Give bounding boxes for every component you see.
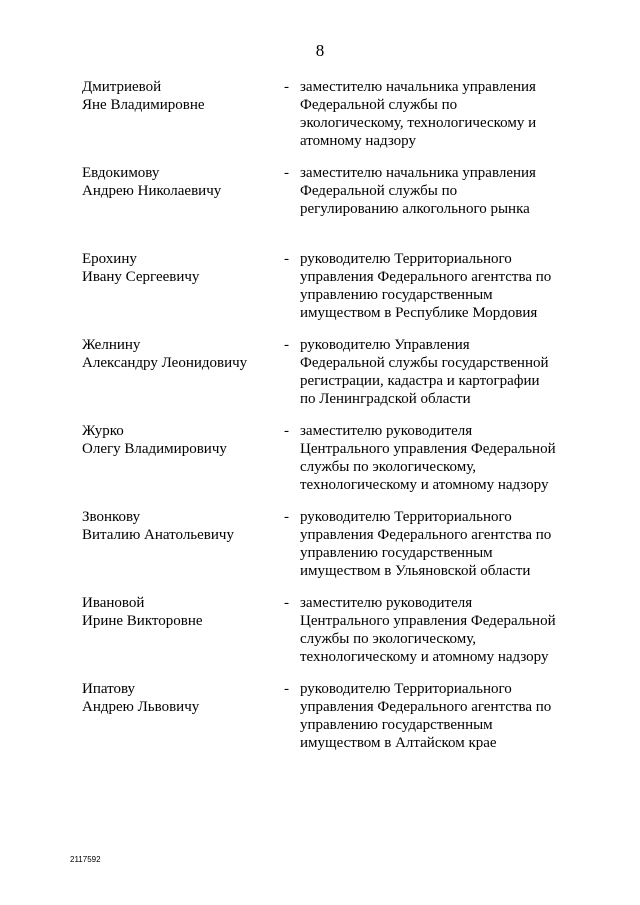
appointment-list: [0, 78, 640, 766]
description-line: экологическому, технологическому и: [300, 115, 537, 131]
description-line: управлению государственным: [300, 545, 493, 561]
given-names: Андрею Львовичу: [82, 699, 200, 715]
list-item: [0, 680, 640, 766]
dash-separator: -: [284, 251, 289, 267]
description-line: атомному надзору: [300, 133, 416, 149]
description-line: заместителю начальника управления: [300, 79, 536, 95]
given-names: Андрею Николаевичу: [82, 183, 222, 199]
description-line: по Ленинградской области: [300, 391, 471, 407]
list-item: [0, 164, 640, 250]
description-line: регулированию алкогольного рынка: [300, 201, 530, 217]
surname: Звонкову: [82, 509, 141, 525]
dash-separator: -: [284, 79, 289, 95]
position-description: [300, 250, 570, 322]
given-names: Яне Владимировне: [82, 97, 205, 113]
position-description: [300, 78, 570, 150]
position-description: [300, 594, 570, 666]
description-line: управлению государственным: [300, 287, 493, 303]
description-line: Центрального управления Федеральной: [300, 441, 556, 457]
dash-separator: -: [284, 595, 289, 611]
surname: Желнину: [82, 337, 141, 353]
description-line: службы по экологическому,: [300, 631, 476, 647]
description-line: технологическому и атомному надзору: [300, 477, 549, 493]
person-name: [82, 78, 272, 114]
person-name: [82, 680, 272, 716]
description-line: заместителю руководителя: [300, 595, 473, 611]
page-number: 8: [315, 41, 325, 60]
surname: Евдокимову: [82, 165, 160, 181]
description-line: технологическому и атомному надзору: [300, 649, 549, 665]
person-name: [82, 422, 272, 458]
person-name: [82, 508, 272, 544]
description-line: службы по экологическому,: [300, 459, 476, 475]
description-line: руководителю Управления: [300, 337, 470, 353]
surname: Дмитриевой: [82, 79, 162, 95]
position-description: [300, 422, 570, 494]
description-line: Федеральной службы по: [300, 183, 458, 199]
description-line: управлению государственным: [300, 717, 493, 733]
surname: Журко: [82, 423, 124, 439]
description-line: регистрации, кадастра и картографии: [300, 373, 540, 389]
dash-separator: -: [284, 337, 289, 353]
description-line: Федеральной службы государственной: [300, 355, 549, 371]
description-line: руководителю Территориального: [300, 681, 512, 697]
description-line: руководителю Территориального: [300, 509, 512, 525]
description-line: заместителю руководителя: [300, 423, 473, 439]
list-item: [0, 78, 640, 164]
list-item: [0, 508, 640, 594]
person-name: [82, 250, 272, 286]
description-line: управления Федерального агентства по: [300, 269, 552, 285]
description-line: Центрального управления Федеральной: [300, 613, 556, 629]
description-line: заместителю начальника управления: [300, 165, 536, 181]
position-description: [300, 680, 570, 752]
given-names: Ивану Сергеевичу: [82, 269, 200, 285]
surname: Ивановой: [82, 595, 145, 611]
description-line: имуществом в Ульяновской области: [300, 563, 531, 579]
person-name: [82, 336, 272, 372]
description-line: управления Федерального агентства по: [300, 699, 552, 715]
list-item: [0, 594, 640, 680]
dash-separator: -: [284, 509, 289, 525]
description-line: Федеральной службы по: [300, 97, 458, 113]
person-name: [82, 164, 272, 200]
dash-separator: -: [284, 165, 289, 181]
given-names: Александру Леонидовичу: [82, 355, 248, 371]
given-names: Виталию Анатольевичу: [82, 527, 234, 543]
document-code: 2117592: [70, 855, 101, 864]
surname: Ерохину: [82, 251, 137, 267]
position-description: [300, 336, 570, 408]
list-item: [0, 336, 640, 422]
person-name: [82, 594, 272, 630]
surname: Ипатову: [82, 681, 136, 697]
given-names: Ирине Викторовне: [82, 613, 203, 629]
position-description: [300, 164, 570, 218]
description-line: руководителю Территориального: [300, 251, 512, 267]
description-line: имуществом в Республике Мордовия: [300, 305, 538, 321]
dash-separator: -: [284, 423, 289, 439]
given-names: Олегу Владимировичу: [82, 441, 227, 457]
description-line: имуществом в Алтайском крае: [300, 735, 497, 751]
description-line: управления Федерального агентства по: [300, 527, 552, 543]
dash-separator: -: [284, 681, 289, 697]
position-description: [300, 508, 570, 580]
list-item: [0, 250, 640, 336]
list-item: [0, 422, 640, 508]
